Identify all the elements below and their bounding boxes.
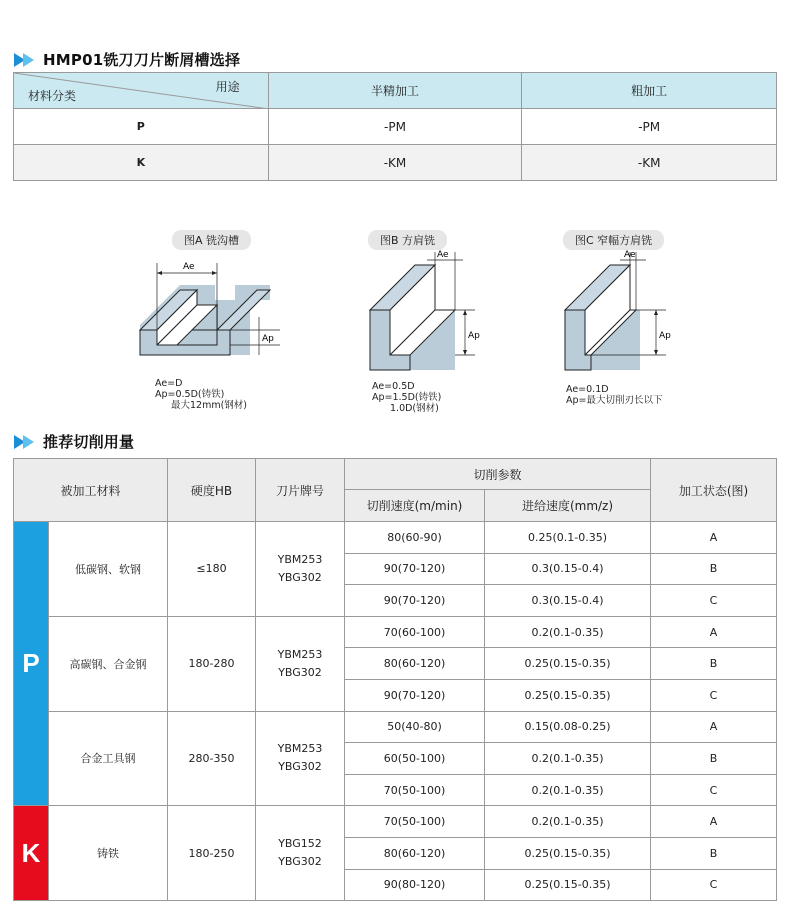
material-class-cell: P: [14, 109, 269, 145]
header-params: 切削参数: [345, 459, 651, 490]
hardness-cell: 280-350: [168, 711, 256, 806]
feed-cell: 0.25(0.15-0.35): [485, 869, 651, 901]
speed-cell: 90(80-120): [345, 869, 485, 901]
header-material-label: 材料分类: [28, 89, 77, 103]
state-cell: C: [651, 679, 777, 711]
note-line: Ae=0.5D: [372, 381, 415, 392]
note-line: Ap=1.5D(铸铁): [372, 392, 442, 403]
feed-cell: 0.25(0.15-0.35): [485, 648, 651, 680]
diagram-c-narrow-shoulder: [560, 250, 690, 375]
speed-cell: 70(50-100): [345, 806, 485, 838]
note-line: 最大12mm(钢材): [171, 400, 248, 411]
feed-cell: 0.2(0.1-0.35): [485, 616, 651, 648]
feed-cell: 0.25(0.15-0.35): [485, 837, 651, 869]
state-cell: A: [651, 616, 777, 648]
state-cell: C: [651, 585, 777, 617]
grade-cell: [256, 711, 345, 806]
feed-cell: 0.25(0.1-0.35): [485, 522, 651, 554]
table-row: [14, 522, 777, 554]
grade-name: YBG302: [278, 760, 322, 774]
note-line: Ap=0.5D(铸铁): [155, 389, 225, 400]
chip-breaker-value: -PM: [268, 109, 522, 145]
diagram-b-ap-label: Ap: [468, 331, 480, 341]
state-cell: A: [651, 522, 777, 554]
diagram-b-note: [372, 381, 441, 414]
note-line: Ae=D: [155, 378, 183, 389]
header-usage-label: 用途: [215, 80, 240, 94]
header-grade: 刀片牌号: [256, 459, 345, 522]
grade-cell: [256, 616, 345, 711]
header-state: 加工状态(图): [651, 459, 777, 522]
speed-cell: 90(70-120): [345, 553, 485, 585]
speed-cell: 50(40-80): [345, 711, 485, 743]
chip-breaker-value: -KM: [268, 145, 522, 181]
material-class-cell: K: [14, 145, 269, 181]
header-rough: 粗加工: [522, 73, 777, 109]
grade-name: YBG302: [278, 570, 322, 584]
speed-cell: 70(60-100): [345, 616, 485, 648]
feed-cell: 0.25(0.15-0.35): [485, 679, 651, 711]
grade-name: YBG302: [278, 665, 322, 679]
chip-table-row: [14, 145, 777, 181]
cutting-table-header-row: [14, 459, 777, 490]
state-cell: B: [651, 743, 777, 775]
chip-table-header-row: [14, 73, 777, 109]
hardness-cell: ≤180: [168, 522, 256, 617]
note-line: Ae=0.1D: [566, 384, 609, 395]
grade-name: YBM253: [277, 647, 323, 661]
diagram-c-ae-label: Ae: [624, 250, 636, 260]
diagram-b-caption: 图B 方肩铣: [368, 230, 447, 250]
feed-cell: 0.3(0.15-0.4): [485, 585, 651, 617]
diagram-a-caption: 图A 铣沟槽: [172, 230, 251, 250]
diagonal-header-cell: [14, 73, 269, 109]
diagram-a-ae-label: Ae: [183, 262, 195, 272]
material-cell: 铸铁: [49, 806, 168, 901]
material-cell: 合金工具钢: [49, 711, 168, 806]
speed-cell: 80(60-120): [345, 648, 485, 680]
section-title-text: 推荐切削用量: [43, 433, 135, 451]
speed-cell: 70(50-100): [345, 774, 485, 806]
header-semi-finish: 半精加工: [268, 73, 522, 109]
material-cell: 高碳钢、合金钢: [49, 616, 168, 711]
chip-breaker-table: [13, 72, 777, 181]
category-cell-k: K: [14, 806, 49, 901]
diagram-c-ap-label: Ap: [659, 331, 671, 341]
grade-name: YBG152: [278, 837, 322, 851]
diagram-a-slot-milling: [135, 255, 285, 365]
note-line: 1.0D(钢材): [390, 403, 439, 414]
feed-cell: 0.2(0.1-0.35): [485, 774, 651, 806]
grade-cell: [256, 806, 345, 901]
chip-table-row: [14, 109, 777, 145]
grade-cell: [256, 522, 345, 617]
header-hardness: 硬度HB: [168, 459, 256, 522]
grade-name: YBM253: [277, 742, 323, 756]
header-feed: 进给速度(mm/z): [485, 490, 651, 522]
diagram-b-ae-label: Ae: [437, 250, 449, 260]
feed-cell: 0.15(0.08-0.25): [485, 711, 651, 743]
table-row: [14, 616, 777, 648]
header-speed: 切削速度(m/min): [345, 490, 485, 522]
section-title-text: HMP01铣刀刀片断屑槽选择: [43, 51, 241, 69]
double-arrow-icon: [14, 435, 38, 449]
diagram-a-ap-label: Ap: [262, 334, 274, 344]
state-cell: A: [651, 806, 777, 838]
diagram-b-shoulder-milling: [365, 250, 495, 375]
state-cell: B: [651, 837, 777, 869]
table-row: [14, 711, 777, 743]
state-cell: B: [651, 553, 777, 585]
hardness-cell: 180-250: [168, 806, 256, 901]
diagram-c-note: [566, 384, 663, 406]
speed-cell: 90(70-120): [345, 585, 485, 617]
hardness-cell: 180-280: [168, 616, 256, 711]
section-title-cutting-params: [14, 431, 134, 452]
grade-name: YBG302: [278, 855, 322, 869]
chip-breaker-value: -KM: [522, 145, 777, 181]
speed-cell: 80(60-120): [345, 837, 485, 869]
speed-cell: 90(70-120): [345, 679, 485, 711]
section-title-chip-breaker: [14, 49, 240, 70]
diagram-c-caption: 图C 窄幅方肩铣: [563, 230, 664, 250]
note-line: Ap=最大切削刃长以下: [566, 395, 663, 406]
category-cell-p: P: [14, 522, 49, 806]
state-cell: C: [651, 869, 777, 901]
feed-cell: 0.2(0.1-0.35): [485, 806, 651, 838]
state-cell: C: [651, 774, 777, 806]
double-arrow-icon: [14, 53, 38, 67]
table-row: [14, 806, 777, 838]
chip-breaker-value: -PM: [522, 109, 777, 145]
diagram-a-note: [155, 378, 247, 411]
material-cell: 低碳钢、软钢: [49, 522, 168, 617]
speed-cell: 60(50-100): [345, 743, 485, 775]
speed-cell: 80(60-90): [345, 522, 485, 554]
state-cell: A: [651, 711, 777, 743]
grade-name: YBM253: [277, 552, 323, 566]
feed-cell: 0.3(0.15-0.4): [485, 553, 651, 585]
cutting-params-table: [13, 458, 777, 901]
feed-cell: 0.2(0.1-0.35): [485, 743, 651, 775]
state-cell: B: [651, 648, 777, 680]
header-material: 被加工材料: [14, 459, 168, 522]
